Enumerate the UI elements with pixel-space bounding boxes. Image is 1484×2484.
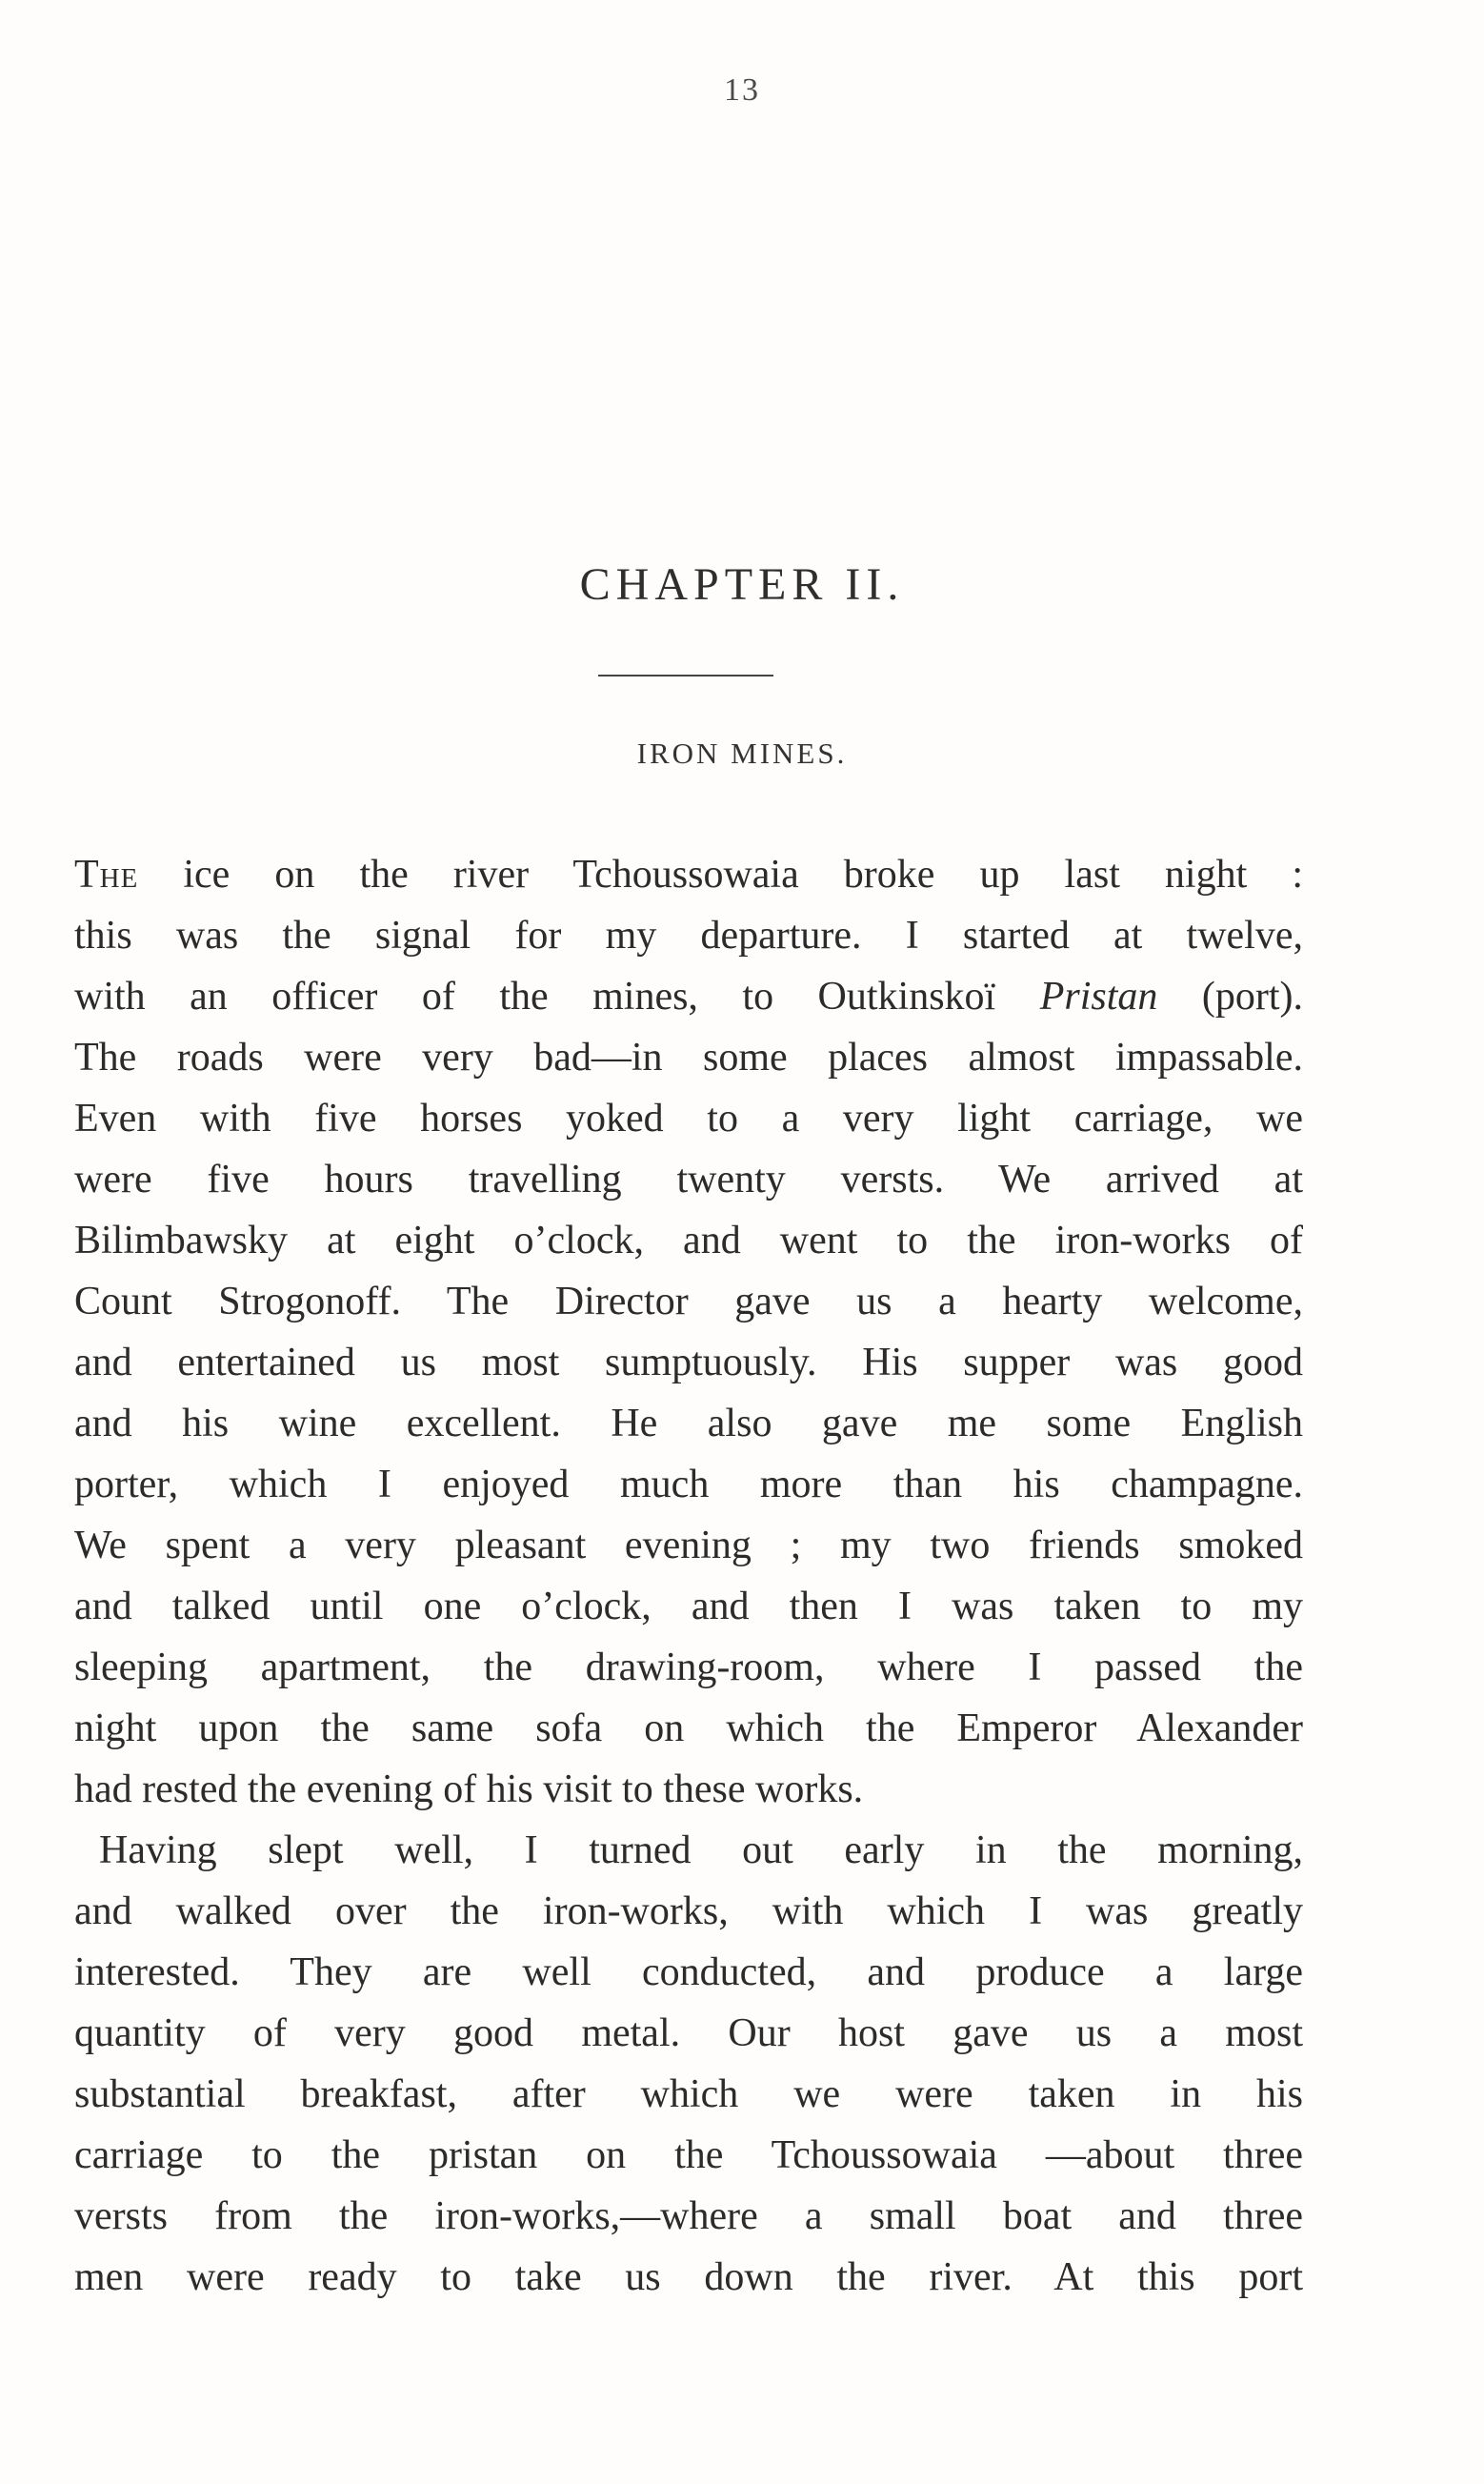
paragraph-1: [74, 844, 1303, 1820]
text-line: and walked over the iron-works, with which I was greatly: [74, 1889, 1303, 1933]
text-fragment: ice on the river Tchoussowaia broke up last night :: [138, 853, 1303, 897]
text-fragment: (port).: [1157, 975, 1303, 1019]
text-line: [74, 966, 1303, 1027]
text-line: had rested the evening of his visit to these works.: [74, 1767, 864, 1811]
text-line: porter, which I enjoyed much more than his champagne.: [74, 1463, 1303, 1506]
text-line: were five hours travelling twenty versts. We arrived at: [74, 1158, 1303, 1202]
opening-word: The: [74, 853, 139, 897]
text-line: and entertained us most sumptuously. His supper was good: [74, 1341, 1303, 1384]
text-line: Count Strogonoff. The Director gave us a hearty welcome,: [74, 1280, 1303, 1323]
text-line: this was the signal for my departure. I started at twelve,: [74, 914, 1303, 958]
chapter-title: CHAPTER II.: [579, 559, 905, 610]
text-line: interested. They are well conducted, and produce a large: [74, 1950, 1303, 1994]
divider-rule: [598, 675, 773, 677]
text-line: We spent a very pleasant evening ; my two friends smoked: [74, 1524, 1303, 1567]
text-line: Even with five horses yoked to a very light carriage, we: [74, 1097, 1303, 1141]
paragraph-2: [74, 1820, 1303, 2308]
text-line: sleeping apartment, the drawing-room, where I passed the: [74, 1646, 1303, 1689]
text-line: quantity of very good metal. Our host gave us a most: [74, 2011, 1303, 2055]
text-line: substantial breakfast, after which we were taken in his: [74, 2072, 1303, 2116]
text-line: and his wine excellent. He also gave me some English: [74, 1402, 1303, 1445]
text-line: carriage to the pristan on the Tchoussowaia —about three: [74, 2133, 1303, 2177]
text-line: Having slept well, I turned out early in the morning,: [99, 1828, 1303, 1872]
text-line: [74, 844, 1303, 905]
text-line: night upon the same sofa on which the Emperor Alexander: [74, 1706, 1303, 1750]
text-line: men were ready to take us down the river. At this port: [74, 2255, 1303, 2299]
body-text: [74, 844, 1303, 2308]
italic-term: Pristan: [1039, 975, 1158, 1019]
section-title: IRON MINES.: [636, 737, 848, 770]
text-fragment: with an officer of the mines, to Outkinskoï: [74, 975, 1040, 1019]
text-line: versts from the iron-works,—where a small boat and three: [74, 2194, 1303, 2238]
text-line: The roads were very bad—in some places almost impassable.: [74, 1036, 1303, 1080]
text-line: and talked until one o’clock, and then I was taken to my: [74, 1585, 1303, 1628]
text-line: Bilimbawsky at eight o’clock, and went to the iron-works of: [74, 1219, 1303, 1262]
page-number: 13: [724, 72, 760, 108]
